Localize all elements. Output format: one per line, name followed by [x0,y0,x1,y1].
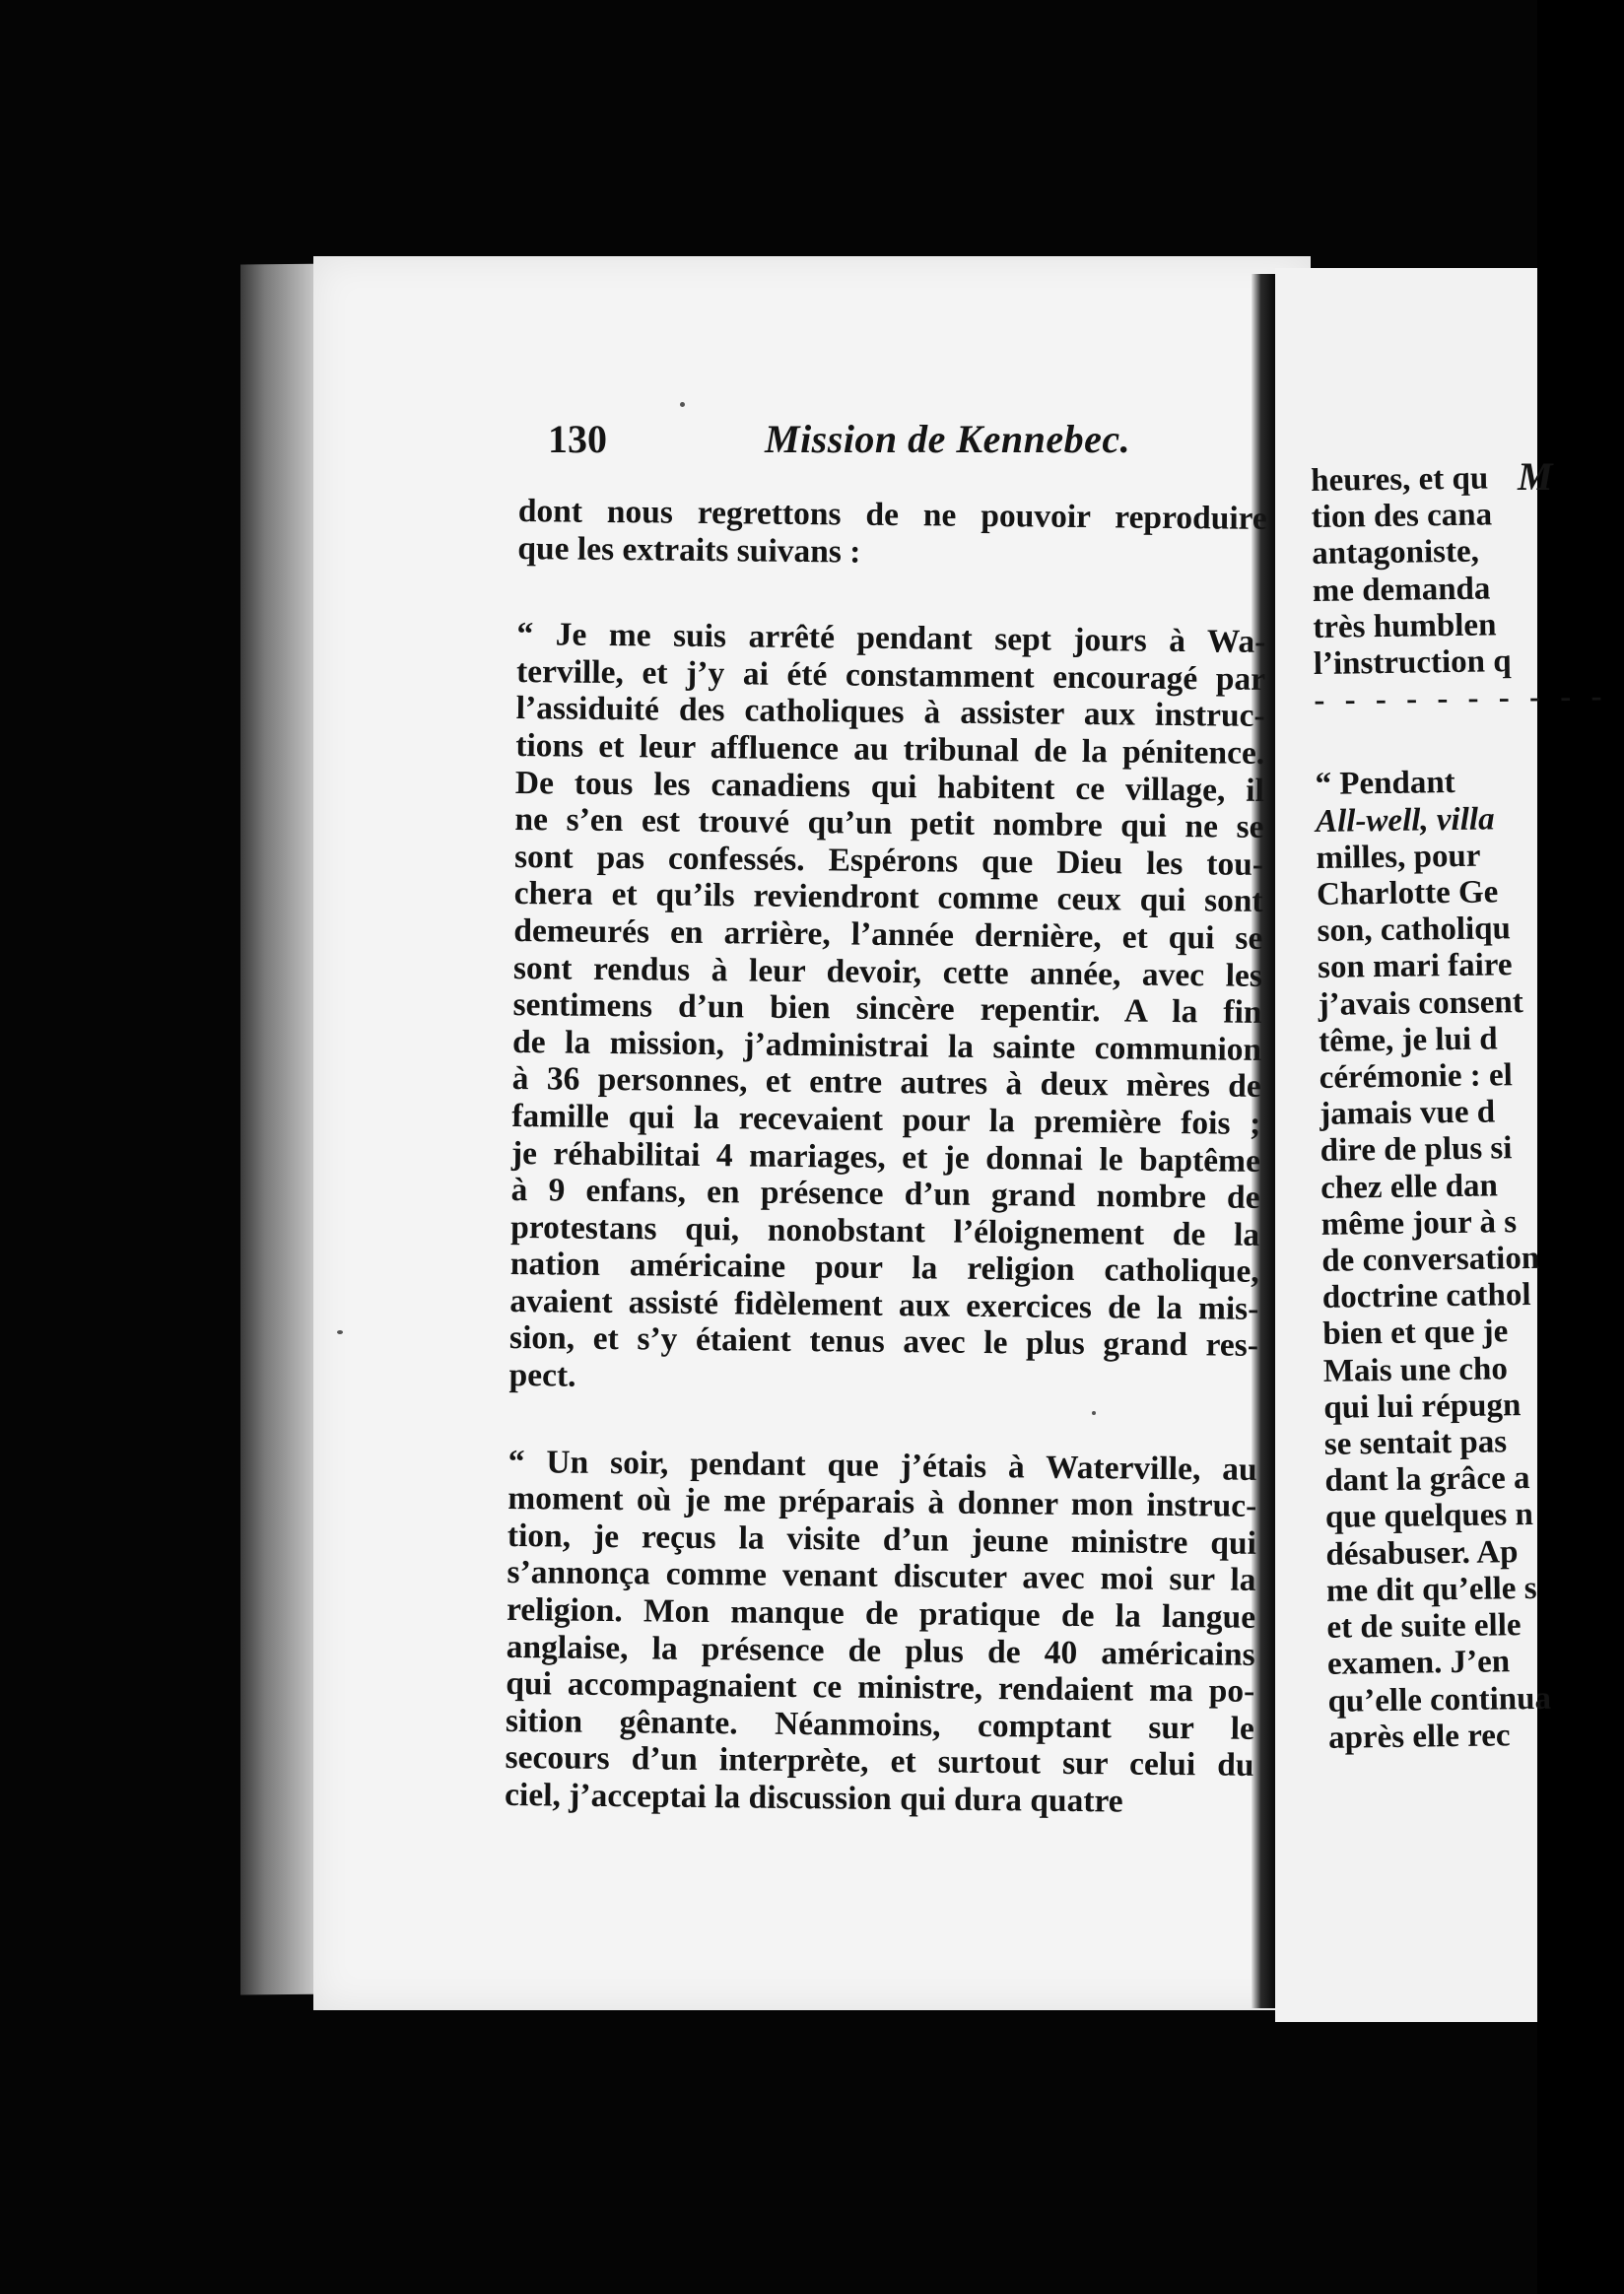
text-line: All-well, villa [1315,801,1495,840]
paper-speck [680,402,685,407]
text-line: protestans qui, nonobstant l’éloignement de la [510,1208,1260,1253]
text-line: après elle rec [1327,1718,1511,1756]
text-line: De tous les canadiens qui habitent ce village, il [514,764,1265,809]
paragraph [517,493,1267,574]
text-line: milles, pour [1316,838,1481,876]
text-line: “ Un soir, pendant que j’étais à Waterville, au [508,1443,1257,1488]
text-line: tion, je reçus la visite d’un jeune ministre qui [507,1517,1257,1562]
text-line: nation américaine pour la religion catholique, [509,1246,1259,1291]
text-line: de la mission, j’administrai la sainte communion [511,1023,1262,1068]
text-line: qui accompagnaient ce ministre, rendaient ma po- [506,1665,1255,1711]
text-line: que les extraits suivans : [517,529,861,571]
text-line: son, catholiqu [1317,911,1512,950]
right-page-text [1311,459,1624,1757]
text-line: sont rendus à leur devoir, cette année, avec les [512,949,1263,994]
text-line: me dit qu’elle s [1325,1570,1537,1609]
text-line: secours d’un interprète, et surtout sur celui du [505,1739,1254,1785]
running-head [548,416,1238,471]
text-line: désabuser. Ap [1325,1533,1519,1573]
text-line: sition gênante. Néanmoins, comptant sur le [505,1702,1255,1747]
text-line: me demanda [1312,571,1491,609]
text-line: religion. Mon manque de pratique de la langue [506,1590,1256,1636]
text-line: doctrine cathol [1321,1277,1531,1316]
text-line: qu’elle continua [1327,1680,1552,1720]
text-line: sont pas confessés. Espérons que Dieu les tou- [513,838,1264,883]
text-line: qui lui répugn [1323,1386,1522,1426]
text-line: “ Je me suis arrêté pendant sept jours à Wa- [516,616,1266,661]
text-line: ne s’en est trouvé qu’un petit nombre qui ne se [514,801,1264,846]
right-page-head-fragment: M [1518,454,1553,499]
text-line: terville, et j’y ai été constamment encouragé par [515,652,1266,698]
left-page-text [505,493,1267,1821]
text-line: l’instruction q [1313,643,1512,682]
text-line: “ Pendant [1315,765,1455,803]
text-line: avaient assisté fidèlement aux exercices de la mis- [509,1282,1259,1327]
text-line: cérémonie : el [1319,1057,1514,1096]
text-line: dire de plus si [1320,1130,1513,1170]
text-line: de conversation [1321,1240,1540,1279]
page-number: 130 [548,417,607,461]
text-line: et de suite elle [1326,1607,1522,1646]
paper-speck [1092,1411,1096,1415]
text-line: s’annonça comme venant discuter avec moi sur la [507,1554,1256,1599]
text-line: tême, je lui d [1318,1021,1498,1059]
paragraph [508,616,1265,1401]
page-title: Mission de Kennebec. [765,417,1131,461]
text-line: tion des cana [1311,497,1493,536]
text-line: jamais vue d [1319,1094,1496,1133]
text-line: très humblen [1313,607,1497,645]
text-line: sentimens d’un bien sincère repentir. A la fin [512,986,1262,1032]
text-line: examen. J’en [1326,1644,1511,1683]
paragraph-gap [1315,715,1611,767]
text-line: Charlotte Ge [1316,874,1499,912]
paragraph-gap [517,567,1266,624]
text-line: à 9 enfans, en présence d’un grand nombre de [510,1172,1260,1217]
text-line: chera et qu’ils reviendront comme ceux qui sont [513,875,1263,920]
text-line: sion, et s’y étaient tenus avec le plus grand res- [508,1319,1259,1365]
text-line: dant la grâce a [1324,1460,1530,1500]
text-line: moment où je me préparais à donner mon instruc- [508,1480,1257,1525]
text-line: l’assiduité des catholiques à assister aux instruc- [515,690,1265,735]
text-line: heures, et qu [1311,460,1489,499]
text-line: bien et que je [1322,1314,1509,1353]
text-line: se sentait pas [1323,1424,1508,1462]
text-line: je réhabilitai 4 mariages, et je donnai le baptême [510,1134,1261,1180]
text-line: que quelques n [1324,1497,1534,1536]
text-line: à 36 personnes, et entre autres à deux mères de [511,1060,1261,1106]
text-line: son mari faire [1317,947,1513,986]
text-line: anglaise, la présence de plus de 40 américains [506,1628,1255,1673]
text-line: même jour à s [1320,1204,1518,1243]
text-line: j’avais consent [1318,983,1523,1023]
ellipsis-rule: - - - - - - - - - - [1314,679,1608,719]
text-line: tions et leur affluence au tribunal de la pénitence. [515,726,1265,772]
text-line: Mais une cho [1322,1350,1509,1389]
text-line: ciel, j’acceptai la discussion qui dura quatre [504,1776,1123,1820]
paper-speck [337,1330,343,1334]
text-line: demeurés en arrière, l’année dernière, et qui se [513,911,1263,957]
paragraph-gap [508,1394,1257,1451]
text-line: pect. [508,1357,576,1394]
text-line: chez elle dan [1320,1168,1499,1206]
text-line: dont nous regrettons de ne pouvoir reproduire [517,493,1267,537]
text-line: famille qui la recevaient pour la première fois ; [511,1097,1261,1142]
text-line: antagoniste, [1312,534,1480,573]
paragraph [505,1444,1257,1822]
